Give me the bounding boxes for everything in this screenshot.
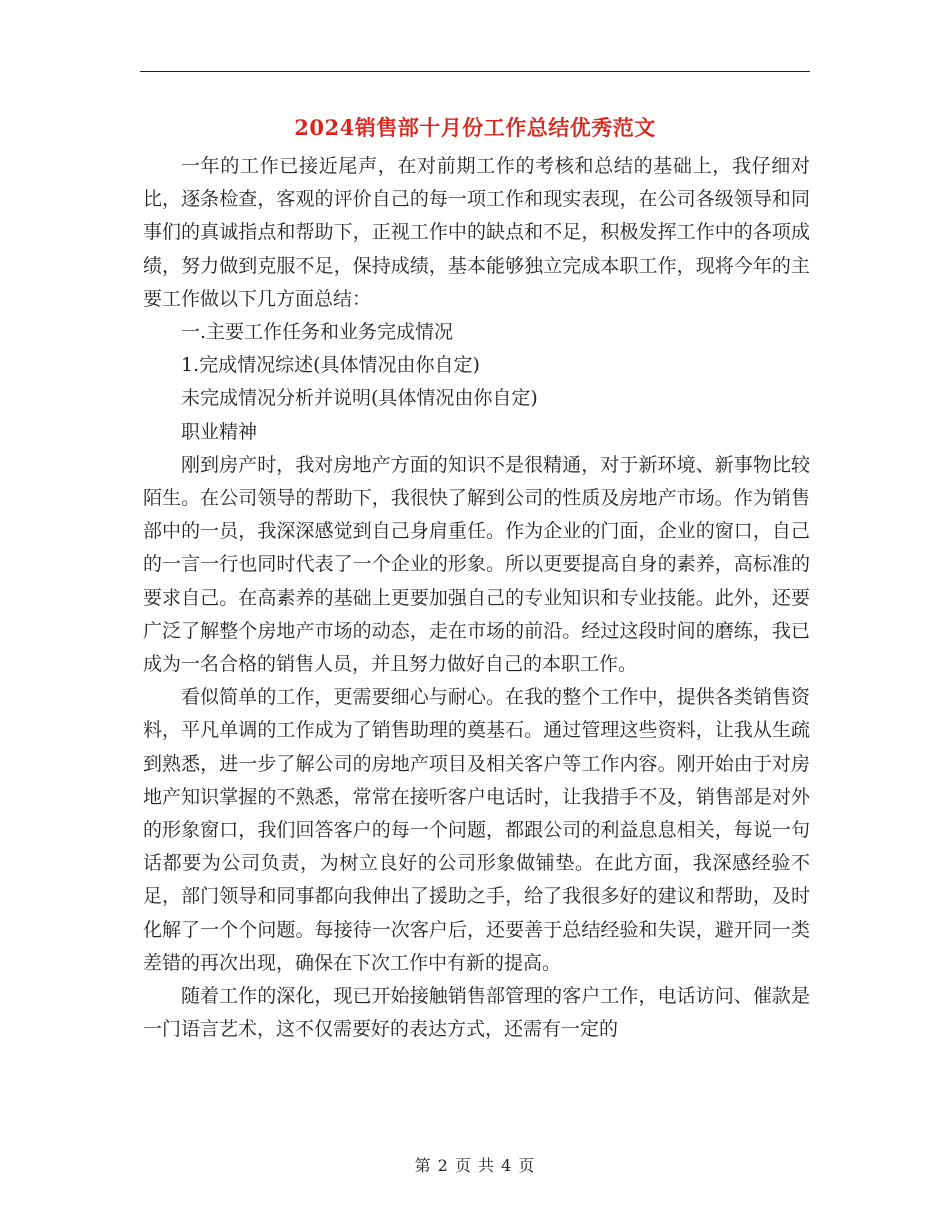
paragraph-simple-work: 看似简单的工作，更需要细心与耐心。在我的整个工作中，提供各类销售资料，平凡单调的工作成为了销售助理的奠基石。通过管理这些资料，让我从生疏到熟悉，进一步了解公司的房地产项目及相关客户等工作内容。刚开始由于对房地产知识掌握的不熟悉，常常在接听客户电话时，让我措手不及，销售部是对外的形象窗口，我们回答客户的每一个问题，都跟公司的利益息息相关，每说一句话都要为公司负责，为树立良好的公司形象做铺垫。在此方面，我深感经验不足，部门领导和同事都向我伸出了援助之手，给了我很多好的建议和帮助，及时化解了一个个问题。每接待一次客户后，还要善于总结经验和失误，避开同一类差错的再次出现，确保在下次工作中有新的提高。	[143, 686, 810, 974]
page-number-footer: 第 2 页 共 4 页	[414, 1156, 536, 1175]
paragraph-real-estate-start: 刚到房产时，我对房地产方面的知识不是很精通，对于新环境、新事物比较陌生。在公司领导的帮助下，我很快了解到公司的性质及房地产市场。作为销售部中的一员，我深深感觉到自己身肩重任。作为企业的门面，企业的窗口，自己的一言一行也同时代表了一个企业的形象。所以更要提高自身的素养，高标准的要求自己。在高素养的基础上更要加强自己的专业知识和专业技能。此外，还要广泛了解整个房地产市场的动态，走在市场的前沿。经过这段时间的磨练，我已成为一名合格的销售人员，并且努力做好自己的本职工作。	[143, 453, 810, 676]
section-heading-tasks: 一.主要工作任务和业务完成情况	[181, 321, 454, 344]
paragraph-intro: 一年的工作已接近尾声，在对前期工作的考核和总结的基础上，我仔细对比，逐条检查，客观的评价自己的每一项工作和现实表现，在公司各级领导和同事们的真诚指点和帮助下，正视工作中的缺点和不足，积极发挥工作中的各项成绩，努力做到克服不足，保持成绩，基本能够独立完成本职工作，现将今年的主要工作做以下几方面总结：	[143, 155, 810, 310]
subsection-completion-summary: 1.完成情况综述(具体情况由你自定)	[181, 354, 480, 377]
document-body	[143, 150, 810, 1046]
subsection-professional-spirit: 职业精神	[181, 420, 258, 443]
header-rule	[140, 71, 810, 72]
subsection-incomplete-analysis: 未完成情况分析并说明(具体情况由你自定)	[181, 387, 538, 410]
paragraph-deepening-work: 随着工作的深化，现已开始接触销售部管理的客户工作，电话访问、催款是一门语言艺术，这不仅需要好的表达方式，还需有一定的	[143, 985, 810, 1041]
document-title: 2024销售部十月份工作总结优秀范文	[294, 115, 656, 140]
